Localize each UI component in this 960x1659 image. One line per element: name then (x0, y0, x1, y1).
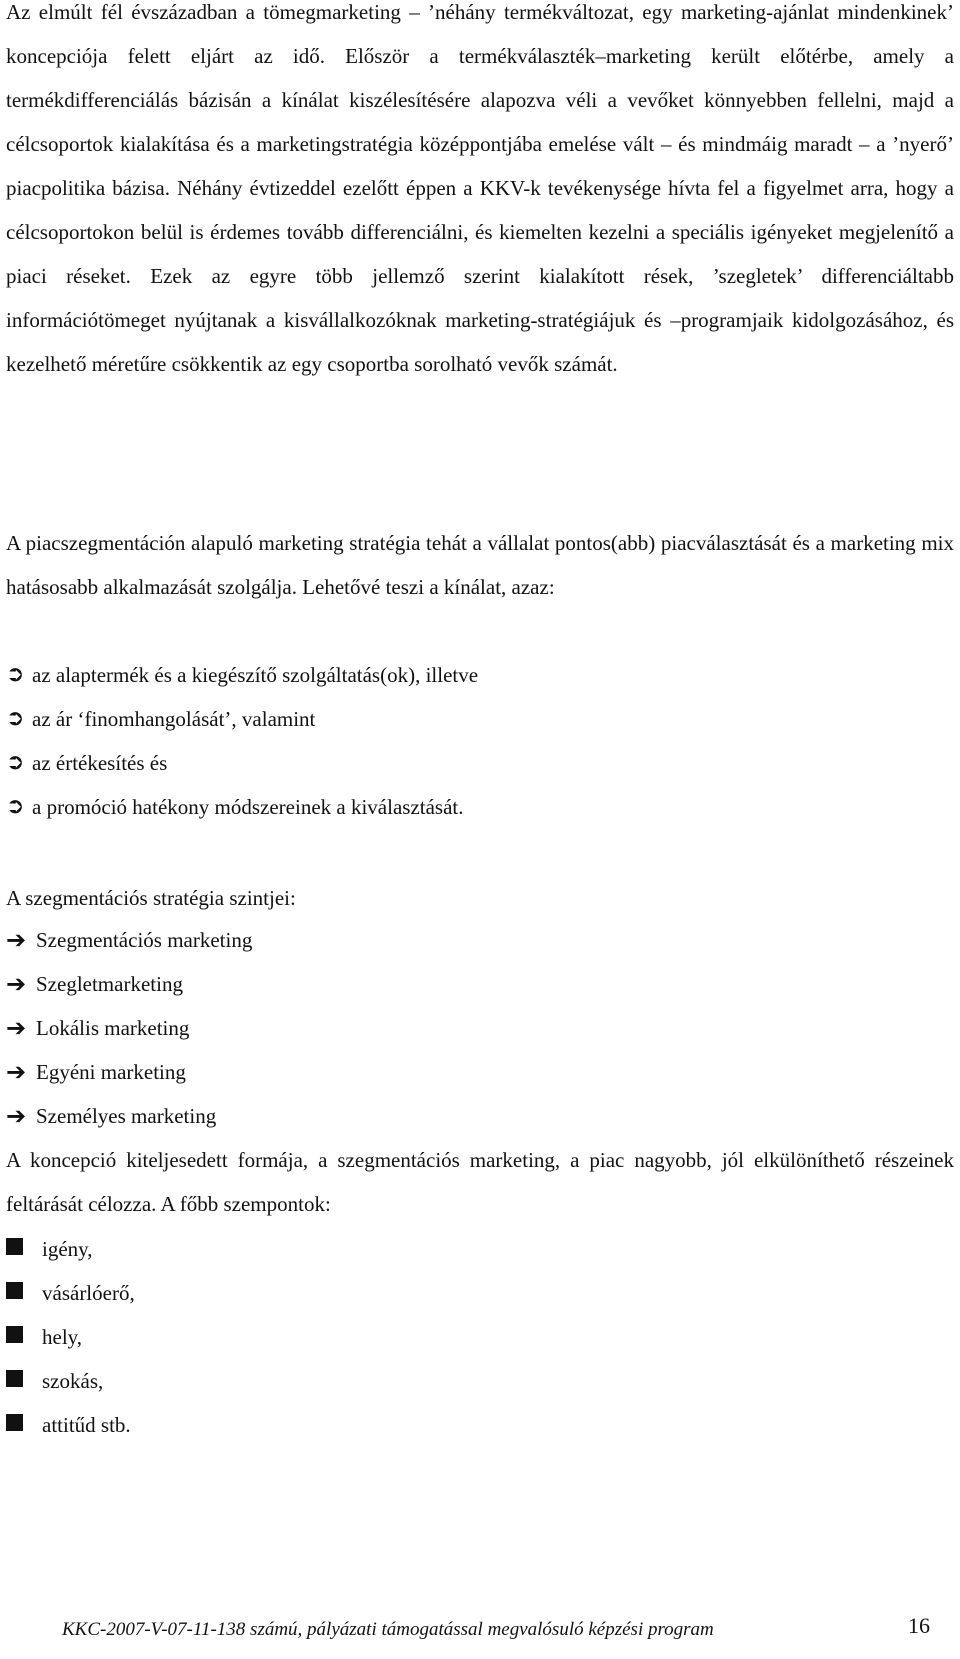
list-item-text: az alaptermék és a kiegészítő szolgáltatás(ok), illetve (32, 663, 479, 687)
square-bullet-icon (6, 1359, 42, 1403)
arrow-bullet-icon: ➔ (6, 970, 27, 998)
list-item (6, 1359, 103, 1403)
curved-arrow-bullet-icon: ➲ (6, 662, 25, 687)
list-item-text: szokás, (42, 1369, 104, 1393)
page-footer: KKC-2007-V-07-11-138 számú, pályázati támogatással megvalósuló képzési program (62, 1619, 714, 1640)
list-item (6, 962, 183, 1006)
list-item (6, 918, 252, 962)
arrow-bullet-icon: ➔ (6, 1102, 27, 1130)
square-bullet-icon (6, 1271, 42, 1315)
list-item-text: vásárlóerő, (42, 1281, 135, 1305)
list-item (6, 1050, 186, 1094)
list-item-text: Lokális marketing (36, 1016, 190, 1040)
curved-arrow-bullet-icon: ➲ (6, 706, 25, 731)
square-bullet-icon (6, 1227, 42, 1271)
list-item (6, 653, 478, 697)
list-item-text: Szegmentációs marketing (36, 928, 253, 952)
page-number: 16 (908, 1613, 930, 1638)
arrow-bullet-icon: ➔ (6, 1058, 27, 1086)
list-item (6, 1271, 135, 1315)
curved-arrow-bullet-icon: ➲ (6, 750, 25, 775)
square-bullet-icon (6, 1315, 42, 1359)
curved-arrow-bullet-icon: ➲ (6, 794, 25, 819)
section-heading: A szegmentációs stratégia szintjei: (6, 886, 296, 910)
list-item-text: attitűd stb. (42, 1413, 131, 1437)
list-item-text: az értékesítés és (32, 751, 168, 775)
list-item-text: Szegletmarketing (36, 972, 183, 996)
arrow-bullet-icon: ➔ (6, 926, 27, 954)
list-item (6, 1315, 82, 1359)
list-item-text: a promóció hatékony módszereinek a kiválasztását. (32, 795, 464, 819)
list-item (6, 1403, 131, 1447)
list-item (6, 1227, 93, 1271)
list-item-text: Egyéni marketing (36, 1060, 186, 1084)
list-item-text: az ár ‘finomhangolását’, valamint (32, 707, 316, 731)
list-item-text: igény, (42, 1237, 93, 1261)
list-item (6, 741, 167, 785)
paragraph-intro: Az elmúlt fél évszázadban a tömegmarketing – ’néhány termékváltozat, egy marketing-ajánlat mindenkinek’ koncepciója felett eljárt az idő. Először a termékválaszték–marketing került előtérbe, amely a termékdifferenciálás bázisán a kínálat kiszélesítésére alapozva véli a vevőket könnyebben fellelni, majd a célcsoportok kialakítása és a marketingstratégia középpontjába emelése vált – és mindmáig maradt – a ’nyerő’ piacpolitika bázisa. Néhány évtizeddel ezelőtt éppen a KKV-k tevékenysége hívta fel a figyelmet arra, hogy a célcsoportokon belül is érdemes tovább differenciálni, és kiemelten kezelni a speciális igényeket megjelenítő a piaci réseket. Ezek az egyre több jellemző szerint kialakított rések, ’szegletek’ differenciáltabb információtömeget nyújtanak a kisvállalkozóknak marketing-stratégiájuk és –programjaik kidolgozásához, és kezelhető méretűre csökkentik az egy csoportba sorolható vevők számát. (6, 0, 954, 376)
list-item-text: hely, (42, 1325, 83, 1349)
list-item-text: Személyes marketing (36, 1104, 217, 1128)
list-item (6, 785, 464, 829)
paragraph-segmentation-strategy: A piacszegmentáción alapuló marketing stratégia tehát a vállalat pontos(abb) piacválasztását és a marketing mix hatásosabb alkalmazását szolgálja. Lehetővé teszi a kínálat, azaz: (6, 531, 954, 599)
paragraph-concept: A koncepció kiteljesedett formája, a szegmentációs marketing, a piac nagyobb, jól elkülöníthető részeinek feltárását célozza. A főbb szempontok: (6, 1148, 954, 1216)
arrow-bullet-icon: ➔ (6, 1014, 27, 1042)
square-bullet-icon (6, 1403, 42, 1447)
list-item (6, 1094, 216, 1138)
list-item (6, 697, 315, 741)
list-item (6, 1006, 189, 1050)
